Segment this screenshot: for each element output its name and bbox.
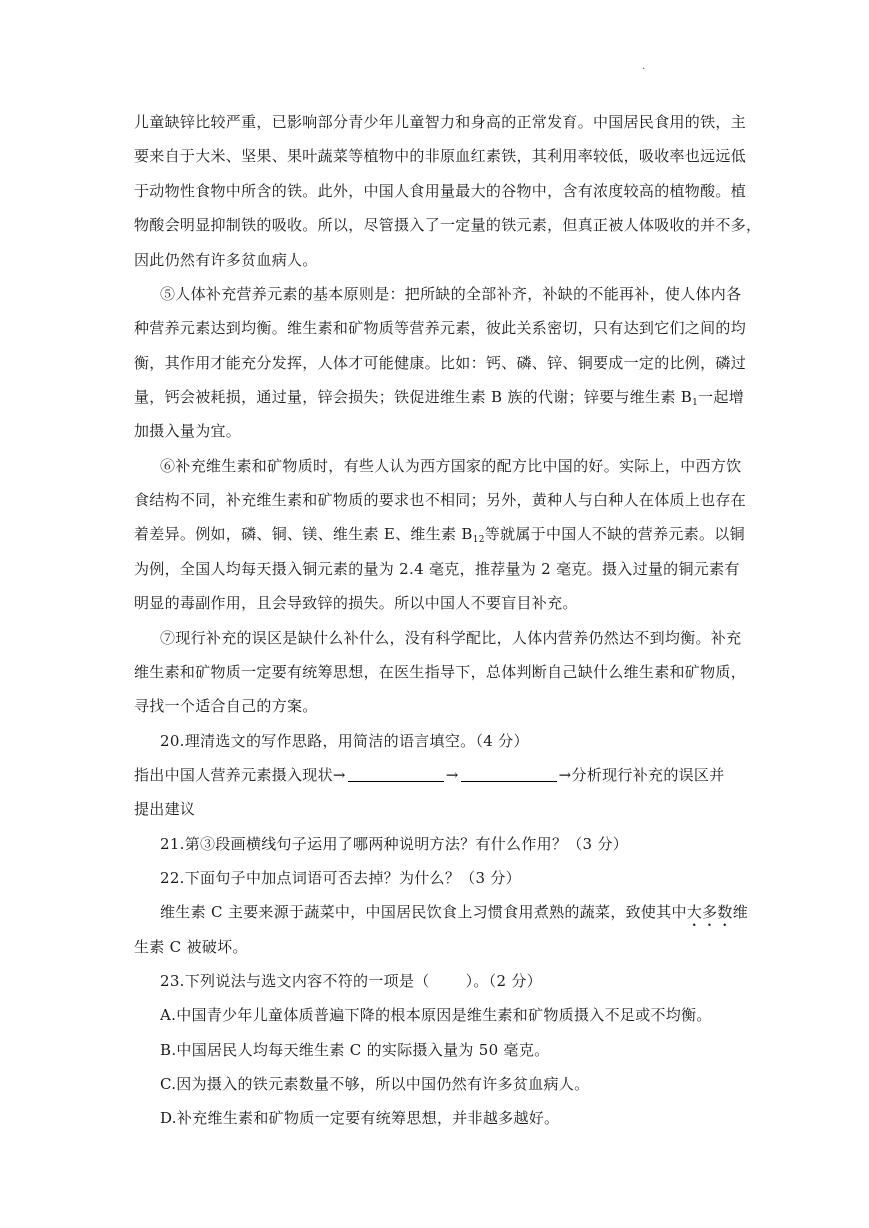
paragraph-6-line <box>134 524 745 550</box>
subscript: 1 <box>692 398 699 408</box>
question-22-sentence: 生素 C 被破坏。 <box>134 938 248 956</box>
option-b: B.中国居民人均每天维生素 C 的实际摄入量为 50 毫克。 <box>160 1041 550 1059</box>
paragraph-5-line: 衡，其作用才能充分发挥，人体才可能健康。比如：钙、磷、锌、铜要成一定的比例，磷过 <box>134 354 747 372</box>
option-a: A.中国青少年儿童体质普遍下降的根本原因是维生素和矿物质摄入不足或不均衡。 <box>160 1006 712 1024</box>
text-line: 要来自于大米、坚果、果叶蔬菜等植物中的非原血红素铁，其利用率较低，吸收率也远远低 <box>134 147 747 165</box>
paragraph-6-line: 明显的毒副作用，且会导致锌的损失。所以中国人不要盲目补充。 <box>134 594 578 612</box>
paragraph-7-line: 寻找一个适合自己的方案。 <box>134 697 318 715</box>
question-23 <box>160 971 542 991</box>
text-span: 量，钙会被耗损，通过量，锌会损失；铁促进维生素 B 族的代谢；锌要与维生素 B <box>134 388 693 406</box>
text-line: 因此仍然有许多贫血病人。 <box>134 251 318 269</box>
paragraph-7-line: ⑦现行补充的误区是缺什么补什么，没有科学配比，人体内营养仍然达不到均衡。补充 <box>160 629 742 647</box>
question-22-sentence <box>160 902 748 930</box>
text-span: →分析现行补充的误区并 <box>558 766 725 784</box>
paragraph-5-line: ⑤人体补充营养元素的基本原则是：把所缺的全部补齐，补缺的不能再补，使人体内各 <box>160 285 742 303</box>
option-d: D.补充维生素和矿物质一定要有统筹思想，并非越多越好。 <box>160 1109 560 1127</box>
text-span: 指出中国人营养元素摄入现状→ <box>134 766 346 784</box>
text-line: 物酸会明显抑制铁的吸收。所以，尽管摄入了一定量的铁元素，但真正被人体吸收的并不多， <box>134 216 762 234</box>
paragraph-5-line: 加摄入量为宜。 <box>134 422 242 440</box>
question-20-flow-end: 提出建议 <box>134 800 196 818</box>
paragraph-6-line: ⑥补充维生素和矿物质时，有些人认为西方国家的配方比中国的好。实际上，中西方饮 <box>160 457 742 475</box>
question-21: 21.第③段画横线句子运用了哪两种说明方法？有什么作用？（3 分） <box>160 835 629 853</box>
text-span: ）。（2 分） <box>465 972 542 990</box>
text-span: 维 <box>732 903 749 921</box>
text-span: 一起增 <box>698 388 744 406</box>
paragraph-5-line: 种营养元素达到均衡。维生素和矿物质等营养元素，彼此关系密切，只有达到它们之间的均 <box>134 319 747 337</box>
question-22: 22.下面句子中加点词语可否去掉？为什么？（3 分） <box>160 869 521 887</box>
paragraph-5-line <box>134 387 744 413</box>
answer-blank-2[interactable] <box>461 767 557 782</box>
arrow: → <box>445 766 459 784</box>
text-span: 23.下列说法与选文内容不符的一项是（ <box>160 972 430 990</box>
paragraph-6-line: 为例，全国人均每天摄入铜元素的量为 2.4 毫克，推荐量为 2 毫克。摄入过量的铜元素有 <box>134 560 740 578</box>
text-line: 于动物性食物中所含的铁。此外，中国人食用量最大的谷物中，含有浓度较高的植物酸。植 <box>134 182 747 200</box>
text-line: 儿童缺锌比较严重，已影响部分青少年儿童智力和身高的正常发育。中国居民食用的铁，主 <box>134 113 747 131</box>
text-span: 着差异。例如，磷、铜、镁、维生素 E、维生素 B <box>134 525 473 543</box>
answer-blank-1[interactable] <box>348 767 444 782</box>
option-c: C.因为摄入的铁元素数量不够，所以中国仍然有许多贫血病人。 <box>160 1075 590 1093</box>
text-span: 等就属于中国人不缺的营养元素。以铜 <box>484 525 745 543</box>
paragraph-7-line: 维生素和矿物质一定要有统筹思想，在医生指导下，总体判断自己缺什么维生素和矿物质， <box>134 663 747 681</box>
paragraph-6-line: 食结构不同，补充维生素和矿物质的要求也不相同；另外，黄种人与白种人在体质上也存在 <box>134 491 747 509</box>
question-20: 20.理清选文的写作思路，用简洁的语言填空。（4 分） <box>160 732 529 750</box>
dotted-phrase: 大多数 <box>686 903 733 921</box>
question-20-flow <box>134 765 725 785</box>
header-mark: · <box>642 64 646 75</box>
text-span: 维生素 C 主要来源于蔬菜中，中国居民饮食上习惯食用煮熟的蔬菜，致使其中 <box>160 903 687 921</box>
subscript: 12 <box>472 535 485 545</box>
